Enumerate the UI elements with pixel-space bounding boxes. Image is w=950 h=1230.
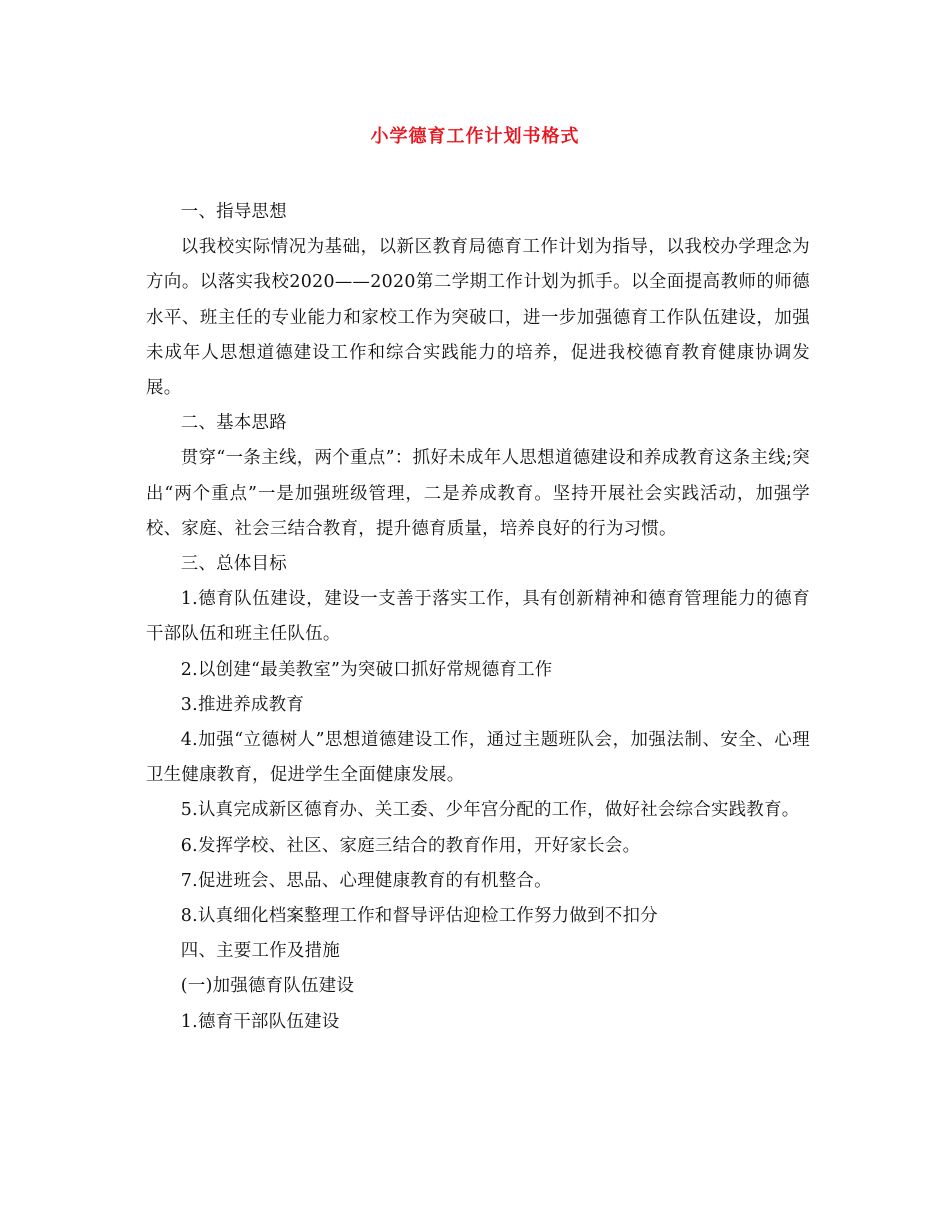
list-item-goal-3: 3.推进养成教育 [180, 694, 305, 715]
paragraph-guiding-thought: 以我校实际情况为基础，以新区教育局德育工作计划为指导，以我校办学理念为方向。以落实我校2020——2020第二学期工作计划为抓手。以全面提高教师的师德水平、班主任的专业能力和家校工作为突破口，进一步加强德育工作队伍建设，加强未成年人思想道德建设工作和综合实践能力的培养，促进我校德育教育健康协调发展。 [146, 237, 810, 399]
list-item-goal-7: 7.促进班会、思品、心理健康教育的有机整合。 [180, 870, 552, 891]
list-item-goal-5: 5.认真完成新区德育办、关工委、少年宫分配的工作，做好社会综合实践教育。 [180, 800, 800, 821]
list-item-goal-1: 1.德育队伍建设，建设一支善于落实工作，具有创新精神和德育管理能力的德育干部队伍和班主任队伍。 [146, 589, 810, 645]
list-item-goal-6: 6.发挥学校、社区、家庭三结合的教育作用，开好家长会。 [180, 835, 641, 856]
list-item-goal-8: 8.认真细化档案整理工作和督导评估迎检工作努力做到不扣分 [180, 906, 658, 927]
paragraph-basic-approach: 贯穿“一条主线，两个重点”：抓好未成年人思想道德建设和养成教育这条主线;突出“两个重点”一是加强班级管理，二是养成教育。坚持开展社会实践活动，加强学校、家庭、社会三结合教育，提升德育质量，培养良好的行为习惯。 [146, 448, 810, 539]
list-item-goal-4: 4.加强“立德树人”思想道德建设工作，通过主题班队会，加强法制、安全、心理卫生健康教育，促进学生全面健康发展。 [146, 730, 810, 786]
list-item-cadre-team: 1.德育干部队伍建设 [180, 1011, 340, 1032]
section-heading-guiding-thought: 一、指导思想 [180, 202, 287, 222]
list-item-goal-2: 2.以创建“最美教室”为突破口抓好常规德育工作 [180, 659, 553, 680]
subsection-heading-team-building: (一)加强德育队伍建设 [180, 976, 355, 997]
section-heading-main-work: 四、主要工作及措施 [180, 941, 341, 962]
section-heading-overall-goals: 三、总体目标 [180, 554, 287, 575]
document-title: 小学德育工作计划书格式 [370, 126, 580, 147]
document-body [146, 195, 810, 1040]
section-heading-basic-approach: 二、基本思路 [180, 413, 287, 434]
